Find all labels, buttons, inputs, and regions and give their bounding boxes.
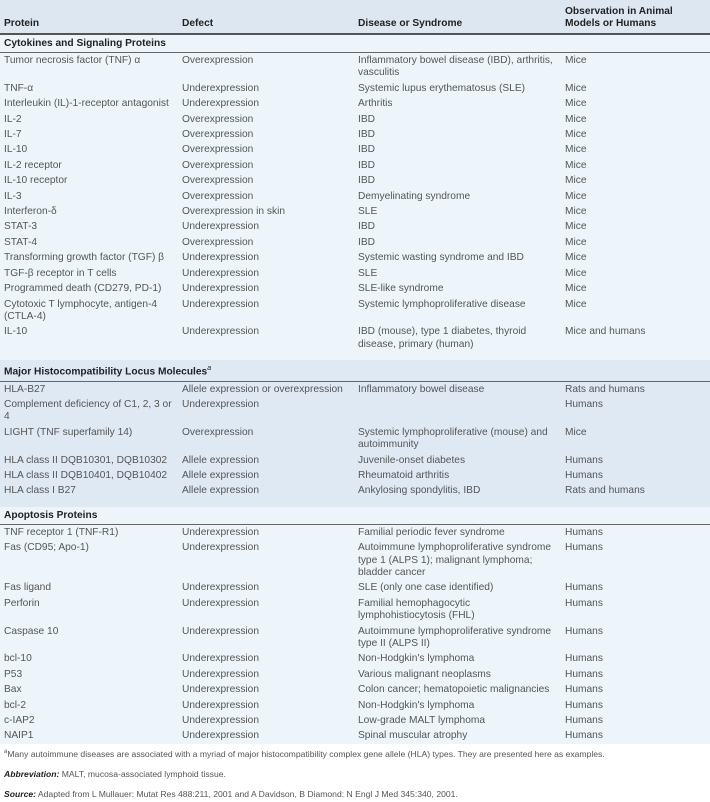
cell-defect: Overexpression — [178, 189, 354, 204]
cell-defect: Overexpression — [178, 235, 354, 250]
cell-disease: Ankylosing spondylitis, IBD — [354, 483, 561, 498]
cell-disease: Non-Hodgkin's lymphoma — [354, 698, 561, 713]
cell-defect: Overexpression — [178, 142, 354, 157]
cell-protein: Bax — [0, 682, 178, 697]
table-row — [0, 713, 710, 728]
cell-defect: Allele expression — [178, 468, 354, 483]
header-defect: Defect — [178, 0, 354, 34]
footnote-mark: a — [4, 748, 8, 755]
table-row — [0, 53, 710, 81]
cell-protein: STAT-4 — [0, 235, 178, 250]
table-row — [0, 81, 710, 96]
table-header-row — [0, 0, 710, 34]
table-row — [0, 540, 710, 580]
cell-observation: Mice — [561, 173, 710, 188]
cell-disease: Rheumatoid arthritis — [354, 468, 561, 483]
cell-protein: Programmed death (CD279, PD-1) — [0, 281, 178, 296]
section-header-row — [0, 360, 710, 381]
cell-observation: Mice — [561, 142, 710, 157]
cell-observation: Humans — [561, 596, 710, 624]
section-title — [0, 507, 710, 525]
cell-defect: Underexpression — [178, 682, 354, 697]
cell-defect: Underexpression — [178, 728, 354, 743]
cell-observation: Mice — [561, 250, 710, 265]
cell-observation: Humans — [561, 397, 710, 425]
cell-observation: Mice — [561, 96, 710, 111]
cell-protein: IL-10 — [0, 324, 178, 352]
cell-disease: Low-grade MALT lymphoma — [354, 713, 561, 728]
cell-defect: Underexpression — [178, 81, 354, 96]
cell-disease: Systemic lupus erythematosus (SLE) — [354, 81, 561, 96]
table-row — [0, 381, 710, 397]
cell-defect: Underexpression — [178, 667, 354, 682]
section-title-text: Cytokines and Signaling Proteins — [4, 38, 166, 49]
spacer-cell — [0, 352, 710, 360]
cell-observation: Mice — [561, 127, 710, 142]
table-row — [0, 96, 710, 111]
cell-protein: IL-10 — [0, 142, 178, 157]
cell-observation: Humans — [561, 624, 710, 652]
section-spacer — [0, 499, 710, 507]
cell-defect: Underexpression — [178, 281, 354, 296]
cell-disease: IBD — [354, 173, 561, 188]
cell-defect: Overexpression — [178, 53, 354, 81]
cell-observation: Mice and humans — [561, 324, 710, 352]
table-row — [0, 651, 710, 666]
cell-protein: Interleukin (IL)-1-receptor antagonist — [0, 96, 178, 111]
cell-defect: Underexpression — [178, 698, 354, 713]
cell-protein: c-IAP2 — [0, 713, 178, 728]
table-row — [0, 142, 710, 157]
cell-observation: Mice — [561, 266, 710, 281]
cell-protein: bcl-10 — [0, 651, 178, 666]
cell-defect: Underexpression — [178, 219, 354, 234]
table-row — [0, 596, 710, 624]
cell-defect: Underexpression — [178, 266, 354, 281]
table-row — [0, 624, 710, 652]
table-row — [0, 189, 710, 204]
section-spacer — [0, 352, 710, 360]
cell-disease: IBD — [354, 158, 561, 173]
source-note — [4, 789, 706, 800]
cell-disease: SLE (only one case identified) — [354, 580, 561, 595]
cell-protein: bcl-2 — [0, 698, 178, 713]
cell-observation: Humans — [561, 728, 710, 743]
cell-defect: Overexpression — [178, 112, 354, 127]
table-body — [0, 34, 710, 744]
cell-observation: Mice — [561, 219, 710, 234]
abbreviation-text: MALT, mucosa-associated lymphoid tissue. — [59, 768, 226, 779]
table-row — [0, 397, 710, 425]
table-row — [0, 425, 710, 453]
source-text: Adapted from L Mullauer: Mutat Res 488:211, 2001 and A Davidson, B Diamond: N Engl J Med 345:340, 2001. — [36, 788, 458, 799]
cell-observation: Humans — [561, 453, 710, 468]
cell-defect: Underexpression — [178, 250, 354, 265]
cell-observation: Humans — [561, 524, 710, 540]
cell-observation: Mice — [561, 53, 710, 81]
cell-defect: Underexpression — [178, 524, 354, 540]
cell-protein: TGF-β receptor in T cells — [0, 266, 178, 281]
table-row — [0, 483, 710, 498]
section-title — [0, 34, 710, 53]
cell-disease: IBD — [354, 127, 561, 142]
footnote — [4, 747, 706, 760]
cell-defect: Allele expression or overexpression — [178, 381, 354, 397]
cell-disease: Various malignant neoplasms — [354, 667, 561, 682]
cell-defect: Overexpression — [178, 425, 354, 453]
table-row — [0, 281, 710, 296]
header-disease: Disease or Syndrome — [354, 0, 561, 34]
cell-defect: Allele expression — [178, 483, 354, 498]
cell-protein: NAIP1 — [0, 728, 178, 743]
cell-defect: Allele expression — [178, 453, 354, 468]
table-row — [0, 728, 710, 743]
cell-defect: Underexpression — [178, 624, 354, 652]
cell-observation: Humans — [561, 468, 710, 483]
cell-protein: P53 — [0, 667, 178, 682]
table-row — [0, 219, 710, 234]
cell-disease: IBD — [354, 235, 561, 250]
cell-disease: IBD (mouse), type 1 diabetes, thyroid disease, primary (human) — [354, 324, 561, 352]
table-row — [0, 524, 710, 540]
cell-disease — [354, 397, 561, 425]
footnote-mark: a — [207, 365, 212, 373]
table-row — [0, 112, 710, 127]
table-row — [0, 127, 710, 142]
table-row — [0, 682, 710, 697]
cell-disease: IBD — [354, 142, 561, 157]
cell-protein: HLA class II DQB10301, DQB10302 — [0, 453, 178, 468]
cell-disease: Arthritis — [354, 96, 561, 111]
table-row — [0, 698, 710, 713]
cell-disease: Demyelinating syndrome — [354, 189, 561, 204]
cell-disease: Non-Hodgkin's lymphoma — [354, 651, 561, 666]
cell-disease: Spinal muscular atrophy — [354, 728, 561, 743]
cell-defect: Overexpression — [178, 173, 354, 188]
cell-disease: Systemic lymphoproliferative (mouse) and autoimmunity — [354, 425, 561, 453]
cell-protein: Caspase 10 — [0, 624, 178, 652]
cell-protein: STAT-3 — [0, 219, 178, 234]
section-title-text: Major Histocompatibility Locus Molecules — [4, 366, 208, 378]
cell-disease: Inflammatory bowel disease — [354, 381, 561, 397]
cell-disease: Colon cancer; hematopoietic malignancies — [354, 682, 561, 697]
cell-disease: Inflammatory bowel disease (IBD), arthritis, vasculitis — [354, 53, 561, 81]
cell-disease: IBD — [354, 219, 561, 234]
cell-observation: Mice — [561, 281, 710, 296]
cell-defect: Underexpression — [178, 96, 354, 111]
cell-protein: TNF-α — [0, 81, 178, 96]
cell-protein: HLA class II DQB10401, DQB10402 — [0, 468, 178, 483]
footnote-text: Many autoimmune diseases are associated with a myriad of major histocompatibility complex gene allele (HLA) types. They are presented here as examples. — [7, 748, 605, 759]
cell-disease: Juvenile-onset diabetes — [354, 453, 561, 468]
cell-protein: Fas ligand — [0, 580, 178, 595]
cell-disease: Systemic wasting syndrome and IBD — [354, 250, 561, 265]
cell-observation: Mice — [561, 81, 710, 96]
cell-defect: Underexpression — [178, 397, 354, 425]
section-title-text: Apoptosis Proteins — [4, 509, 98, 521]
abbreviation-note — [4, 769, 706, 780]
table-row — [0, 297, 710, 325]
table-row — [0, 667, 710, 682]
cell-defect: Underexpression — [178, 297, 354, 325]
cell-defect: Underexpression — [178, 651, 354, 666]
section-header-row — [0, 34, 710, 53]
cell-protein: TNF receptor 1 (TNF-R1) — [0, 524, 178, 540]
abbreviation-label: Abbreviation: — [4, 768, 60, 779]
cell-observation: Humans — [561, 713, 710, 728]
cell-defect: Overexpression — [178, 158, 354, 173]
table-notes — [0, 744, 710, 800]
cell-observation: Rats and humans — [561, 381, 710, 397]
cell-protein: Complement deficiency of C1, 2, 3 or 4 — [0, 397, 178, 425]
table-row — [0, 204, 710, 219]
cell-protein: IL-3 — [0, 189, 178, 204]
table-row — [0, 158, 710, 173]
cell-observation: Rats and humans — [561, 483, 710, 498]
table-row — [0, 580, 710, 595]
cell-disease: Systemic lymphoproliferative disease — [354, 297, 561, 325]
cell-observation: Humans — [561, 698, 710, 713]
cell-defect: Underexpression — [178, 580, 354, 595]
section-title — [0, 360, 710, 381]
cell-protein: HLA-B27 — [0, 381, 178, 397]
cell-observation: Humans — [561, 682, 710, 697]
source-label: Source: — [4, 788, 36, 799]
cell-protein: LIGHT (TNF superfamily 14) — [0, 425, 178, 453]
cell-observation: Mice — [561, 425, 710, 453]
cell-protein: Fas (CD95; Apo-1) — [0, 540, 178, 580]
section-header-row — [0, 507, 710, 525]
cell-disease: SLE-like syndrome — [354, 281, 561, 296]
cell-protein: IL-2 — [0, 112, 178, 127]
cell-observation: Humans — [561, 651, 710, 666]
cell-disease: SLE — [354, 266, 561, 281]
cell-disease: Autoimmune lymphoproliferative syndrome type II (ALPS II) — [354, 624, 561, 652]
cell-observation: Mice — [561, 297, 710, 325]
cell-protein: Interferon-δ — [0, 204, 178, 219]
cell-protein: Perforin — [0, 596, 178, 624]
cell-protein: IL-7 — [0, 127, 178, 142]
cell-observation: Mice — [561, 204, 710, 219]
cell-protein: IL-2 receptor — [0, 158, 178, 173]
cell-protein: IL-10 receptor — [0, 173, 178, 188]
cell-observation: Mice — [561, 189, 710, 204]
table-row — [0, 266, 710, 281]
cell-defect: Underexpression — [178, 596, 354, 624]
table-row — [0, 324, 710, 352]
cell-defect: Underexpression — [178, 324, 354, 352]
cell-defect: Underexpression — [178, 713, 354, 728]
cell-observation: Mice — [561, 158, 710, 173]
header-protein: Protein — [0, 0, 178, 34]
cell-disease: SLE — [354, 204, 561, 219]
cell-disease: Familial hemophagocytic lymphohistiocytosis (FHL) — [354, 596, 561, 624]
spacer-cell — [0, 499, 710, 507]
cell-protein: Tumor necrosis factor (TNF) α — [0, 53, 178, 81]
cell-observation: Mice — [561, 235, 710, 250]
table-row — [0, 468, 710, 483]
cell-disease: Familial periodic fever syndrome — [354, 524, 561, 540]
table-row — [0, 250, 710, 265]
table-row — [0, 453, 710, 468]
cell-observation: Humans — [561, 580, 710, 595]
cell-defect: Overexpression in skin — [178, 204, 354, 219]
cell-protein: Transforming growth factor (TGF) β — [0, 250, 178, 265]
cell-observation: Mice — [561, 112, 710, 127]
cell-observation: Humans — [561, 540, 710, 580]
cell-defect: Overexpression — [178, 127, 354, 142]
cell-disease: IBD — [354, 112, 561, 127]
table-row — [0, 235, 710, 250]
cell-observation: Humans — [561, 667, 710, 682]
cell-defect: Underexpression — [178, 540, 354, 580]
cell-protein: HLA class I B27 — [0, 483, 178, 498]
table-row — [0, 173, 710, 188]
header-observation: Observation in Animal Models or Humans — [561, 0, 710, 34]
cell-disease: Autoimmune lymphoproliferative syndrome type 1 (ALPS 1); malignant lymphoma; bladder cancer — [354, 540, 561, 580]
cell-protein: Cytotoxic T lymphocyte, antigen-4 (CTLA-4) — [0, 297, 178, 325]
